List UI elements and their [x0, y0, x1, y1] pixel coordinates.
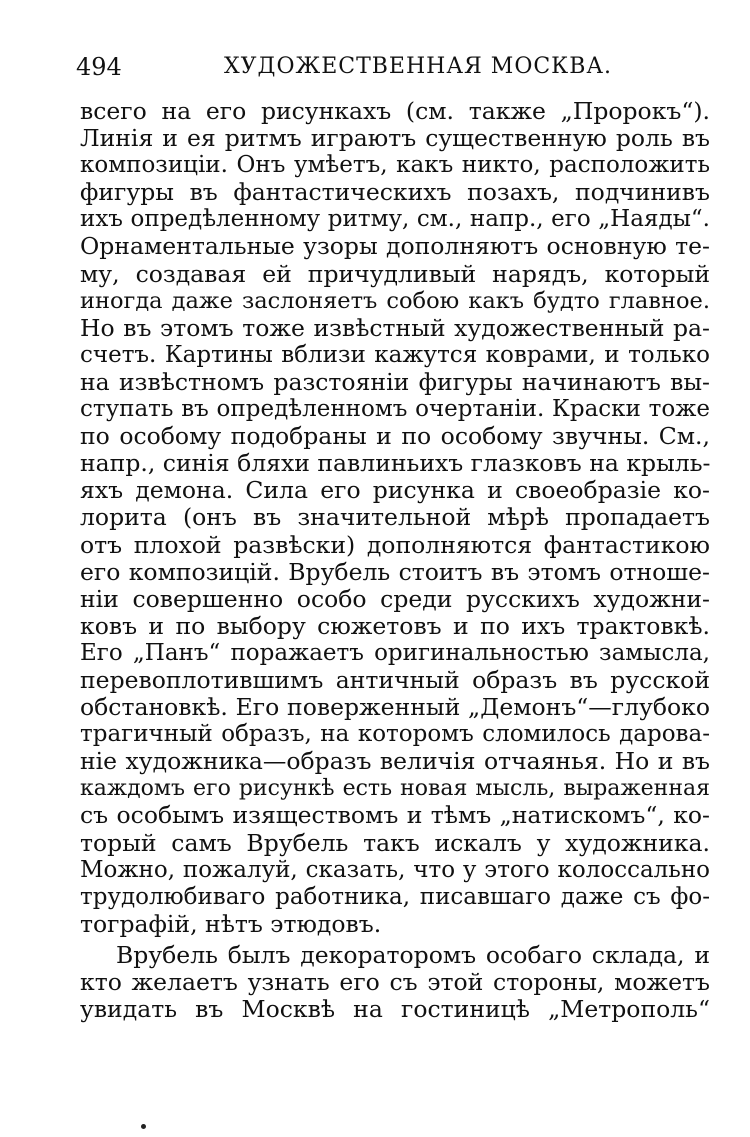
paragraph [80, 98, 710, 938]
text-line: трагичный образъ, на которомъ сломилось дарова- [80, 721, 710, 748]
text-line: ніе художника—образъ величія отчаянья. Но и въ [80, 747, 710, 776]
text-line: его композицій. Врубель стоитъ въ этомъ отноше- [80, 557, 710, 586]
text-line: обстановкѣ. Его поверженный „Демонъ“—глубоко [80, 693, 710, 722]
text-line: композиціи. Онъ умѣетъ, какъ никто, расположить [80, 152, 710, 179]
text-line: напр., синія бляхи павлиньихъ глазковъ на крыль- [80, 449, 711, 478]
text-line: каждомъ его рисункѣ есть новая мысль, выраженная [80, 776, 710, 802]
running-title: ХУДОЖЕСТВЕННАЯ МОСКВА. [224, 54, 613, 79]
text-line: увидать въ Москвѣ на гостиницѣ „Метрополь“ [80, 995, 710, 1024]
text-line: Его „Панъ“ поражаетъ оригинальностью замысла, [80, 639, 710, 666]
text-line: му, создавая ей причудливый нарядъ, который [80, 259, 710, 288]
text-line: Но въ этомъ тоже извѣстный художественный ра- [80, 313, 710, 342]
page-number: 494 [76, 53, 122, 81]
text-line: Врубель былъ декораторомъ особаго склада, и [116, 940, 710, 969]
text-line: тографій, нѣтъ этюдовъ. [80, 909, 382, 938]
text-line: ковъ и по выбору сюжетовъ и по ихъ трактовкѣ. [80, 611, 710, 640]
text-line: по особому подобраны и по особому звучны. См., [80, 422, 710, 451]
text-line: лорита (онъ въ значительной мѣрѣ пропадаетъ [80, 503, 710, 532]
text-line: ступать въ опредѣленномъ очертаніи. Краски тоже [80, 396, 710, 423]
text-line: ихъ опредѣленному ритму, см., напр., его „Наяды“. [80, 206, 710, 233]
text-line: отъ плохой развѣски) дополняются фантастикою [80, 530, 710, 559]
text-line: всего на его рисункахъ (см. также „Пророкъ“). [80, 97, 710, 125]
text-line: на извѣстномъ разстояніи фигуры начинаютъ вы- [80, 367, 710, 396]
paragraph [80, 942, 710, 1023]
text-line: кто желаетъ узнать его съ этой стороны, можетъ [80, 968, 710, 996]
text-line: фигуры въ фантастическихъ позахъ, подчинивъ [80, 178, 710, 207]
page-header [74, 50, 712, 84]
text-line: перевоплотившимъ античный образъ въ русской [80, 665, 710, 694]
text-line: Линія и ея ритмъ играютъ существенную роль въ [80, 124, 710, 153]
body-text [80, 98, 710, 1023]
text-line: съ особымъ изяществомъ и тѣмъ „натискомъ“, ко- [80, 801, 710, 830]
text-line: ніи совершенно особо среди русскихъ художни- [80, 584, 710, 613]
text-line: Орнаментальные узоры дополняютъ основную те- [80, 232, 710, 261]
text-line: яхъ демона. Сила его рисунка и своеобразіе ко- [80, 476, 710, 505]
text-line: трудолюбиваго работника, писавшаго даже съ фо- [80, 883, 710, 910]
text-line: счетъ. Картины вблизи кажутся коврами, и только [80, 341, 710, 368]
ink-speck [141, 1124, 146, 1129]
text-line: торый самъ Врубель такъ искалъ у художника. [80, 828, 710, 857]
text-line: иногда даже заслоняетъ собою какъ будто главное. [80, 287, 710, 314]
text-line: Можно, пожалуй, сказать, что у этого колоссально [80, 856, 710, 883]
